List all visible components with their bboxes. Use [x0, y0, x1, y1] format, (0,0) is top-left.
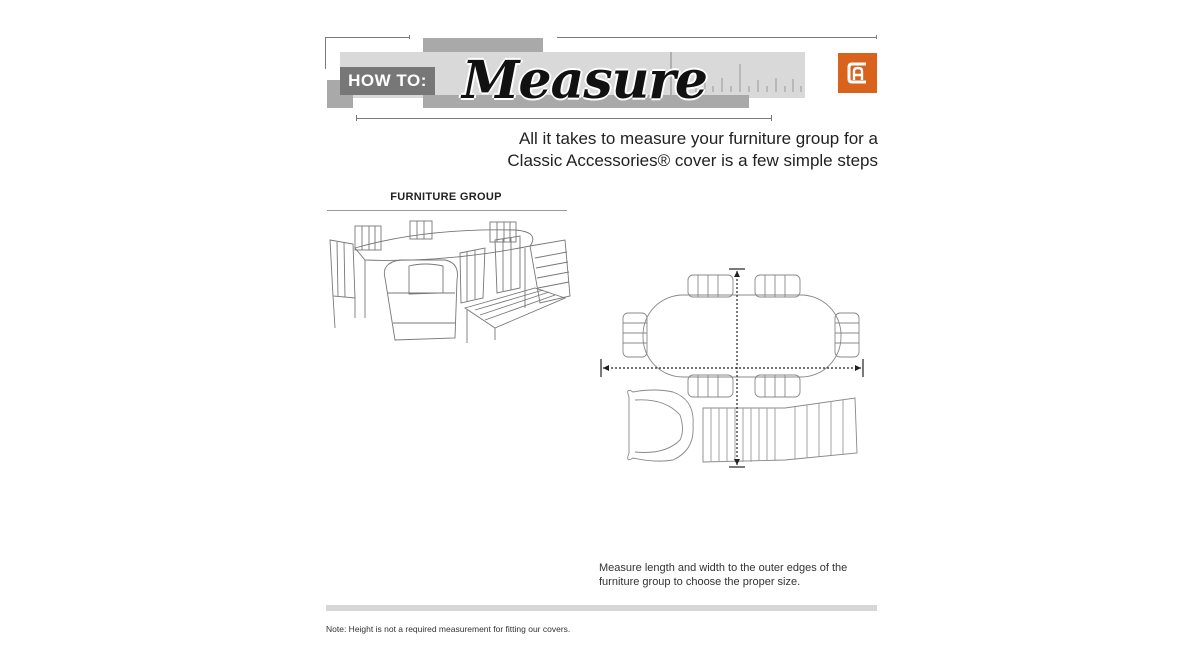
intro-text	[480, 128, 878, 172]
bracket-line	[557, 37, 877, 38]
top-view-measurement-diagram	[595, 265, 880, 475]
bracket-line	[876, 35, 877, 39]
bracket-line	[409, 35, 410, 39]
bracket-line	[325, 37, 326, 69]
bracket-line	[771, 115, 772, 121]
bracket-line	[356, 115, 357, 121]
width-line	[327, 210, 567, 211]
diagram-caption	[599, 561, 879, 589]
intro-line-2: Classic Accessories® cover is a few simple steps	[507, 151, 878, 170]
furniture-perspective-illustration	[325, 218, 575, 353]
bracket-line	[325, 37, 409, 38]
caption-line-2: furniture group to choose the proper size.	[599, 576, 801, 588]
intro-line-1: All it takes to measure your furniture group for a	[518, 129, 878, 148]
howto-label: HOW TO:	[340, 67, 435, 95]
furniture-group-label: FURNITURE GROUP	[390, 191, 502, 203]
page-title: Measure	[462, 50, 707, 111]
caption-line-1: Measure length and width to the outer edges of the	[599, 562, 848, 574]
footer-divider	[326, 605, 877, 611]
brand-logo	[838, 53, 877, 93]
footer-note: Note: Height is not a required measurement for fitting our covers.	[326, 624, 571, 634]
bracket-line	[356, 118, 772, 119]
ca-logo-icon	[846, 60, 870, 86]
